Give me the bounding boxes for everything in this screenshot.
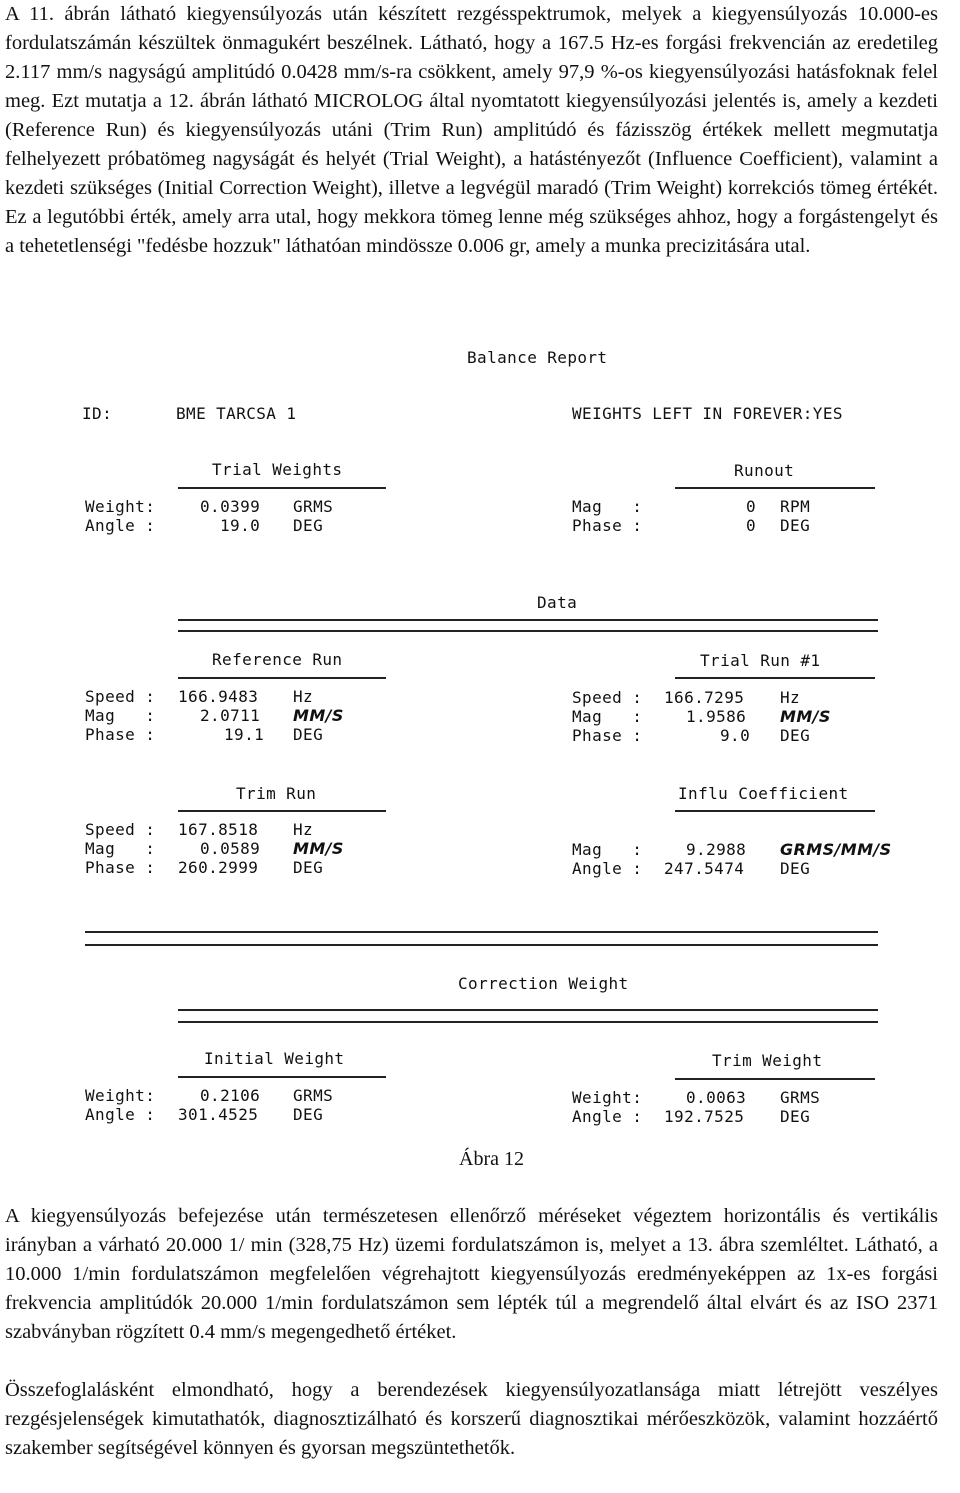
initial-weight-heading: Initial Weight xyxy=(204,1049,345,1068)
trial-mag-value: 1.9586 xyxy=(686,707,747,726)
trim-mag-value: 0.0589 xyxy=(200,839,261,858)
runout-phase-unit: DEG xyxy=(780,516,811,535)
runout-mag-label: Mag : xyxy=(572,497,643,516)
trim-speed-unit: Hz xyxy=(293,820,314,839)
influ-mag-unit: GRMS/MM/S xyxy=(780,840,892,859)
trial-phase-unit: DEG xyxy=(780,726,811,745)
ref-mag-unit: MM/S xyxy=(293,706,344,725)
initial-angle-unit: DEG xyxy=(293,1105,324,1124)
trial-weight-unit: GRMS xyxy=(293,497,334,516)
runout-underline xyxy=(675,487,875,489)
ref-phase-unit: DEG xyxy=(293,725,324,744)
initial-weight-label: Weight: xyxy=(85,1086,156,1105)
trial-weight-value: 0.0399 xyxy=(200,497,261,516)
runout-mag-value: 0 xyxy=(746,497,757,516)
trial-weight-label: Weight: xyxy=(85,497,156,516)
initial-weight-value: 0.2106 xyxy=(200,1086,261,1105)
influ-mag-value: 9.2988 xyxy=(686,840,747,859)
trim-weight-underline xyxy=(675,1078,875,1080)
trial-run-heading: Trial Run #1 xyxy=(700,651,821,670)
paragraph-2: A kiegyensúlyozás befejezése után természetesen ellenőrző méréseket végeztem horizontális és vertikális irányban a várható 20.000 1/ min (328,75 Hz) üzemi fordulatszámon is, melyet a 13. ábra szemléltet. Látható, a 10.000 1/min fordulatszámon megfelelően végrehajtott kiegyensúlyozás eredményeképpen az 1x-es forgási frekvencia amplitúdók 20.000 1/min fordulatszámon sem lépték túl a megrendelő által elvárt és az ISO 2371 szabványban rögzített 0.4 mm/s megengedhető értéket. xyxy=(5,1205,938,1343)
data-heading: Data xyxy=(537,593,578,612)
trim-angle-value: 192.7525 xyxy=(664,1107,745,1126)
initial-angle-value: 301.4525 xyxy=(178,1105,259,1124)
report-id-label: ID: xyxy=(82,404,113,423)
initial-weight-underline xyxy=(178,1076,386,1078)
trial-speed-label: Speed : xyxy=(572,688,643,707)
trim-phase-label: Phase : xyxy=(85,858,156,877)
correction-divider-2 xyxy=(178,1021,878,1023)
trim-run-heading: Trim Run xyxy=(236,784,317,803)
trial-weights-underline xyxy=(178,487,386,489)
paragraph-3: Összefoglalásként elmondható, hogy a berendezések kiegyensúlyozatlansága miatt létrejött veszélyes rezgésjelenségek kimutathatók, diagnosztizálható és korszerű diagnosztikai mérőeszközök, valamint hozzáértő szakember segítségével könnyen és gyorsan megszüntethetők. xyxy=(5,1379,938,1459)
trial-angle-label: Angle : xyxy=(85,516,156,535)
trial-angle-unit: DEG xyxy=(293,516,324,535)
influ-coefficient-underline xyxy=(675,810,875,812)
trim-weight-label: Weight: xyxy=(572,1088,643,1107)
report-id-value: BME TARCSA 1 xyxy=(176,404,297,423)
trial-mag-unit: MM/S xyxy=(780,707,831,726)
trial-speed-value: 166.7295 xyxy=(664,688,745,707)
ref-phase-label: Phase : xyxy=(85,725,156,744)
trial-phase-value: 9.0 xyxy=(720,726,751,745)
ref-speed-value: 166.9483 xyxy=(178,687,259,706)
ref-mag-label: Mag : xyxy=(85,706,156,725)
correction-weight-heading: Correction Weight xyxy=(458,974,629,993)
figure-caption: Ábra 12 xyxy=(459,1148,524,1170)
reference-run-underline xyxy=(178,677,386,679)
runout-heading: Runout xyxy=(734,461,795,480)
runout-phase-value: 0 xyxy=(746,516,757,535)
runout-phase-label: Phase : xyxy=(572,516,643,535)
trim-angle-unit: DEG xyxy=(780,1107,811,1126)
influ-angle-unit: DEG xyxy=(780,859,811,878)
weights-left-text: WEIGHTS LEFT IN FOREVER:YES xyxy=(572,404,843,423)
ref-mag-value: 2.0711 xyxy=(200,706,261,725)
trial-speed-unit: Hz xyxy=(780,688,801,707)
trial-run-underline xyxy=(675,677,875,679)
influ-angle-value: 247.5474 xyxy=(664,859,745,878)
initial-angle-label: Angle : xyxy=(85,1105,156,1124)
trim-mag-label: Mag : xyxy=(85,839,156,858)
data-divider-2 xyxy=(178,630,878,632)
trim-weight-value: 0.0063 xyxy=(686,1088,747,1107)
correction-divider-1 xyxy=(178,1009,878,1011)
data-divider-1 xyxy=(178,619,878,621)
ref-phase-value: 19.1 xyxy=(224,725,265,744)
initial-weight-unit: GRMS xyxy=(293,1086,334,1105)
influ-mag-label: Mag : xyxy=(572,840,643,859)
trim-speed-label: Speed : xyxy=(85,820,156,839)
trim-speed-value: 167.8518 xyxy=(178,820,259,839)
trial-weights-heading: Trial Weights xyxy=(212,460,343,479)
trial-angle-value: 19.0 xyxy=(220,516,261,535)
ref-speed-label: Speed : xyxy=(85,687,156,706)
reference-run-heading: Reference Run xyxy=(212,650,343,669)
trial-phase-label: Phase : xyxy=(572,726,643,745)
trial-mag-label: Mag : xyxy=(572,707,643,726)
report-title: Balance Report xyxy=(467,348,608,367)
trim-weight-unit: GRMS xyxy=(780,1088,821,1107)
influ-coefficient-heading: Influ Coefficient xyxy=(678,784,849,803)
trim-mag-unit: MM/S xyxy=(293,839,344,858)
trim-phase-value: 260.2999 xyxy=(178,858,259,877)
intro-paragraph: A 11. ábrán látható kiegyensúlyozás után készített rezgésspektrumok, melyek a kiegyensúlyozás 10.000-es fordulatszámán készültek önmagukért beszélnek. Látható, hogy a 167.5 Hz-es forgási frekvencián az eredetileg 2.117 mm/s nagyságú amplitúdó 0.0428 mm/s-ra csökkent, amely 97,9 %-os kiegyensúlyozási hatásfoknak felel meg. Ezt mutatja a 12. ábrán látható MICROLOG által nyomtatott kiegyensúlyozási jelentés is, amely a kezdeti (Reference Run) és kiegyensúlyozás utáni (Trim Run) amplitúdó és fázisszög értékek mellett megmutatja felhelyezett próbatömeg nagyságát és helyét (Trial Weight), a hatástényezőt (Influence Coefficient), valamint a kezdeti szükséges (Initial Correction Weight), illetve a legvégül maradó (Trim Weight) korrekciós tömeg értékét. Ez a legutóbbi érték, amely arra utal, hogy mekkora tömeg lenne még szükséges ahhoz, hogy a forgástengelyt és a tehetetlenségi "fedésbe hozzuk" láthatóan mindössze 0.006 gr, amely a munka precizitására utal. xyxy=(5,3,938,257)
influ-angle-label: Angle : xyxy=(572,859,643,878)
section-divider-2 xyxy=(85,944,878,946)
runout-mag-unit: RPM xyxy=(780,497,811,516)
section-divider-1 xyxy=(85,931,878,933)
trim-weight-heading: Trim Weight xyxy=(712,1051,823,1070)
trim-phase-unit: DEG xyxy=(293,858,324,877)
trim-run-underline xyxy=(178,810,386,812)
trim-angle-label: Angle : xyxy=(572,1107,643,1126)
ref-speed-unit: Hz xyxy=(293,687,314,706)
